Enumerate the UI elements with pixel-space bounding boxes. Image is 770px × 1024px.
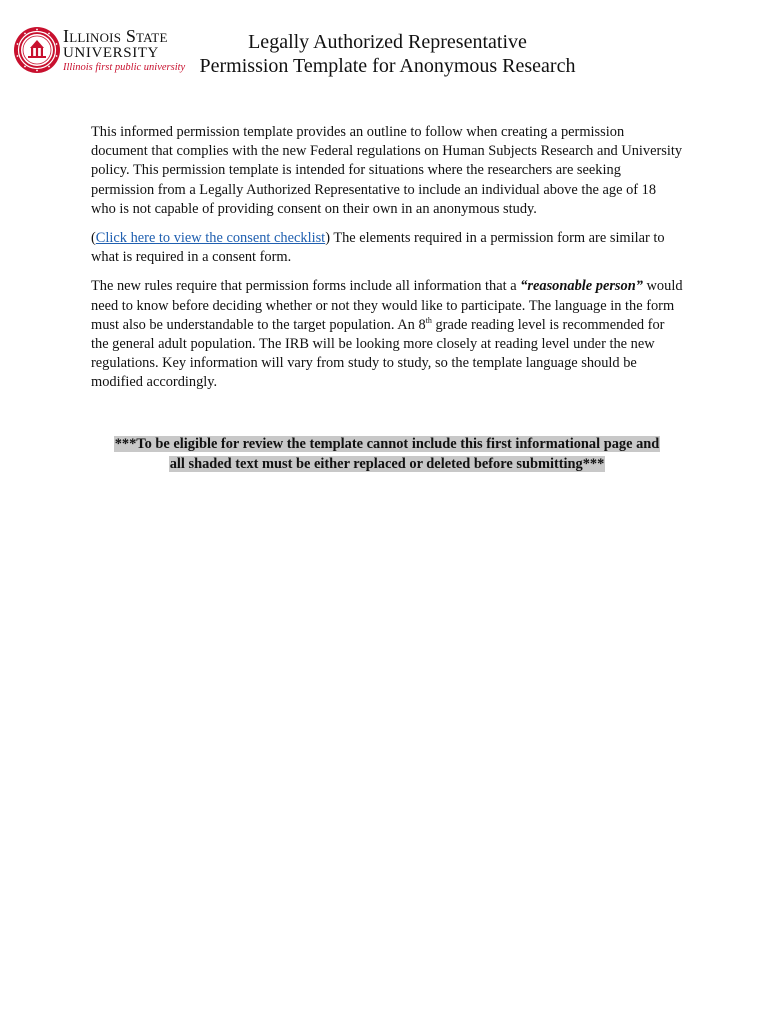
paragraph-2-text: ) The elements required in a permission form are similar to what is required in a consent form. [91, 230, 665, 266]
title-line-2: Permission Template for Anonymous Research [199, 55, 576, 77]
consent-checklist-link[interactable]: Click here to view the consent checklist [95, 230, 326, 247]
submission-notice [91, 434, 683, 474]
paren-open: ( [91, 230, 96, 247]
document-title [140, 30, 635, 78]
notice-line-2: all shaded text must be either replaced or deleted before submitting*** [169, 456, 605, 472]
intro-paragraph-2 [91, 229, 683, 267]
ordinal-superscript: th [425, 316, 432, 326]
notice-line-1: ***To be eligible for review the template cannot include this first informational page and [114, 436, 660, 452]
paragraph-3-part-1: The new rules require that permission forms include all information that a [91, 278, 521, 295]
title-line-1: Legally Authorized Representative [248, 31, 527, 53]
intro-paragraph-3 [91, 277, 683, 392]
reasonable-person-emphasis: “reasonable person” [520, 278, 643, 295]
paragraph-3-part-2: would need to know before deciding whether or not they would like to participate. The language in the form must also be understandable to the target population. An 8 [91, 278, 683, 333]
paragraph-3-part-3: grade reading level is recommended for the general adult population. The IRB will be looking more closely at reading level under the new regulations. Key information will vary from study to study, so the template language should be modified accordingly. [91, 316, 665, 391]
university-seal-icon [13, 26, 61, 74]
logo-name-line1: Illinois State [63, 26, 168, 46]
logo-name-line2: UNIVERSITY [63, 45, 159, 61]
logo-tagline: Illinois first public university [63, 62, 186, 73]
intro-body [91, 123, 683, 403]
intro-paragraph-1: This informed permission template provides an outline to follow when creating a permission document that complies with the new Federal regulations on Human Subjects Research and University policy. This permission template is intended for situations where the researchers are seeking permission from a Legally Authorized Representative to include an individual above the age of 18 who is not capable of providing consent on their own in an anonymous study. [91, 124, 683, 217]
